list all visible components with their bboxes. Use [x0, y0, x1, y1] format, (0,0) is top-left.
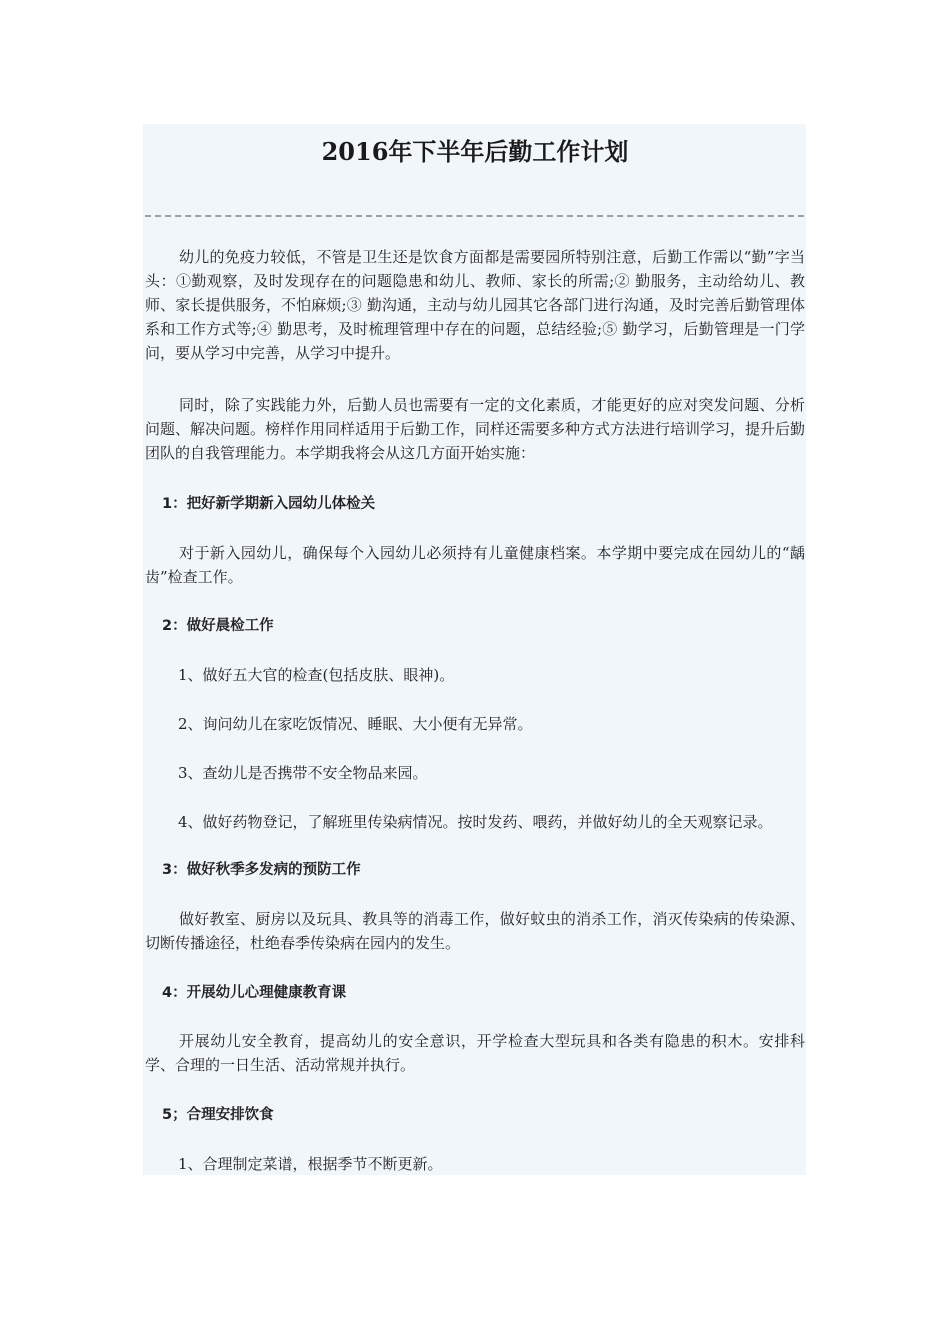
- intro-paragraph-2: 同时，除了实践能力外，后勤人员也需要有一定的文化素质，才能更好的应对突发问题、分析问题、解决问题。榜样作用同样适用于后勤工作，同样还需要多种方式方法进行培训学习，提升后勤团队的自我管理能力。本学期我将会从这几方面开始实施：: [145, 396, 806, 462]
- section-heading-2: 2：做好晨检工作: [162, 618, 274, 634]
- list-item: 1、做好五大官的检查(包括皮肤、眼神)。: [178, 666, 455, 684]
- page-title: 2016年下半年后勤工作计划: [321, 137, 629, 166]
- list-item: 1、合理制定菜谱，根据季节不断更新。: [178, 1155, 443, 1173]
- section-heading-3: 3：做好秋季多发病的预防工作: [162, 862, 361, 878]
- intro-paragraph: 幼儿的免疫力较低，不管是卫生还是饮食方面都是需要园所特别注意，后勤工作需以“勤”字当头：①勤观察，及时发现存在的问题隐患和幼儿、教师、家长的所需;② 勤服务，主动给幼儿、教师、家长提供服务，不怕麻烦;③ 勤沟通，主动与幼儿园其它各部门进行沟通，及时完善后勤管理体系和工作方式等;④ 勤思考，及时梳理管理中存在的问题，总结经验;⑤ 勤学习，后勤管理是一门学问，要从学习中完善，从学习中提升。: [145, 248, 805, 362]
- section-heading-5: 5；合理安排饮食: [162, 1107, 274, 1123]
- section-4-paragraph: 开展幼儿安全教育，提高幼儿的安全意识，开学检查大型玩具和各类有隐患的积木。安排科学、合理的一日生活、活动常规并执行。: [145, 1032, 805, 1074]
- list-item: 3、查幼儿是否携带不安全物品来园。: [178, 764, 428, 782]
- list-item: 2、询问幼儿在家吃饭情况、睡眠、大小便有无异常。: [178, 715, 533, 733]
- section-3-paragraph: 做好教室、厨房以及玩具、教具等的消毒工作，做好蚊虫的消杀工作，消灭传染病的传染源、切断传播途径，杜绝春季传染病在园内的发生。: [145, 910, 805, 952]
- section-1-paragraph: 对于新入园幼儿，确保每个入园幼儿必须持有儿童健康档案。本学期中要完成在园幼儿的“龋齿”检查工作。: [145, 544, 805, 586]
- dashed-divider: [145, 215, 804, 217]
- list-item: 4、做好药物登记，了解班里传染病情况。按时发药、喂药，并做好幼儿的全天观察记录。: [178, 813, 773, 831]
- section-heading-4: 4：开展幼儿心理健康教育课: [162, 985, 347, 1001]
- section-heading-1: 1：把好新学期新入园幼儿体检关: [162, 496, 376, 512]
